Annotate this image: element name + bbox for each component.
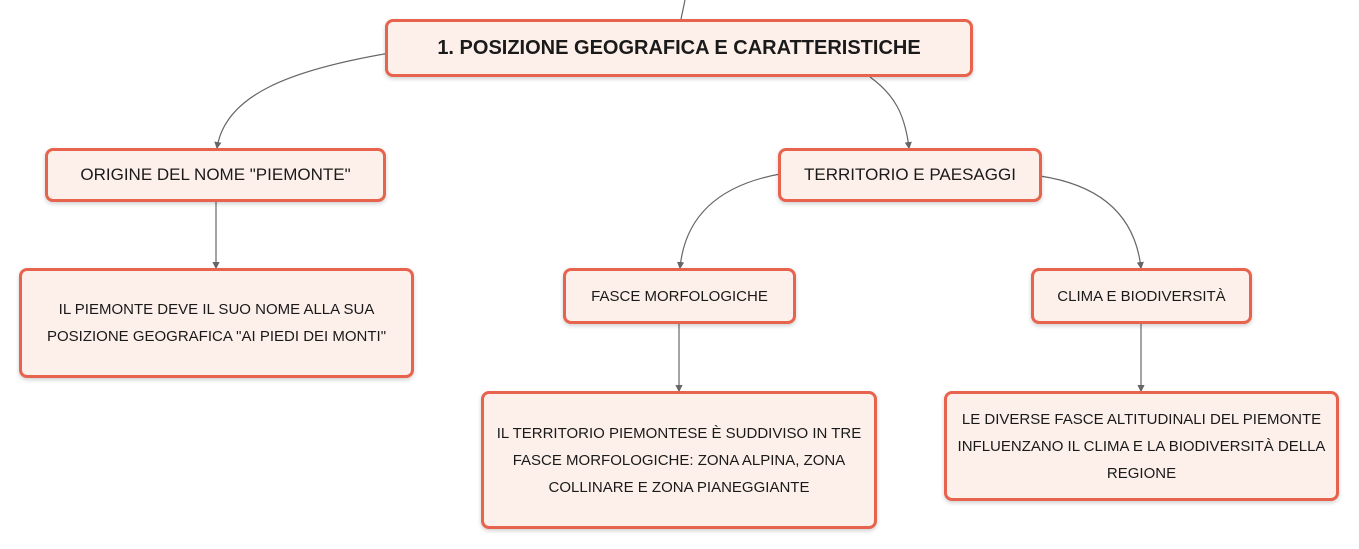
topic-fasce-detail-node[interactable]: [481, 391, 877, 529]
topic-territorio-node[interactable]: [778, 148, 1042, 202]
topic-fasce-node[interactable]: [563, 268, 796, 324]
connector-territorio-clima: [1040, 176, 1141, 268]
connector-parent-root: [681, 0, 685, 19]
root-topic-node[interactable]: [385, 19, 973, 77]
topic-origine-detail-text: IL PIEMONTE DEVE IL SUO NOME ALLA SUA POSIZIONE GEOGRAFICA "AI PIEDI DEI MONTI": [46, 301, 387, 345]
topic-origine-detail-node[interactable]: [19, 268, 414, 378]
topic-clima-node[interactable]: [1031, 268, 1252, 324]
connector-root-territorio: [870, 77, 909, 148]
root-topic-label: 1. POSIZIONE GEOGRAFICA E CARATTERISTICHE: [437, 36, 921, 59]
topic-origine-node[interactable]: [45, 148, 386, 202]
topic-clima-label: CLIMA E BIODIVERSITÀ: [1057, 287, 1226, 305]
topic-fasce-label: FASCE MORFOLOGICHE: [591, 287, 768, 305]
connector-territorio-fasce: [680, 174, 780, 268]
topic-territorio-label: TERRITORIO E PAESAGGI: [804, 165, 1016, 184]
topic-origine-label: ORIGINE DEL NOME "PIEMONTE": [80, 165, 351, 184]
topic-clima-detail-text: LE DIVERSE FASCE ALTITUDINALI DEL PIEMONTE INFLUENZANO IL CLIMA E LA BIODIVERSITÀ DELLA REGIONE: [957, 410, 1326, 482]
connector-root-origine: [217, 53, 390, 148]
topic-clima-detail-node[interactable]: [944, 391, 1339, 501]
topic-fasce-detail-text: IL TERRITORIO PIEMONTESE È SUDDIVISO IN TRE FASCE MORFOLOGICHE: ZONA ALPINA, ZONA COLLINARE E ZONA PIANEGGIANTE: [496, 424, 862, 496]
